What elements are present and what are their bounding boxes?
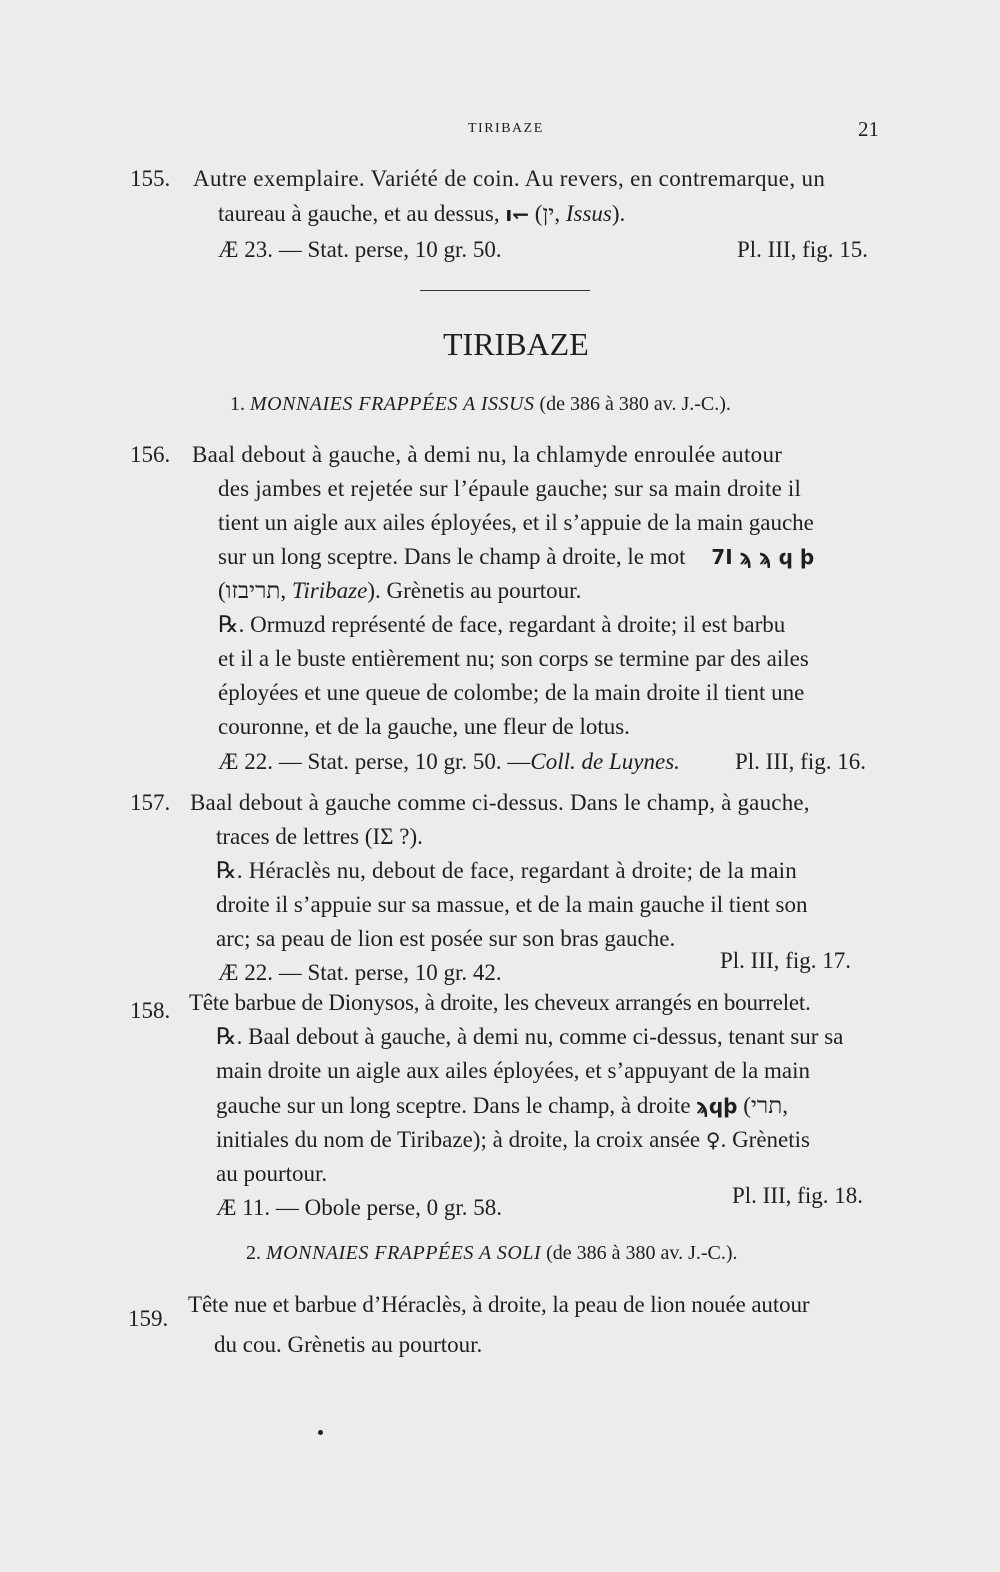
entry-line: Autre exemplaire. Variété de coin. Au revers, en contremarque, un [193, 166, 826, 191]
entry-number: 159. [128, 1306, 169, 1331]
entry-line: ℞. Baal debout à gauche, à demi nu, comme ci-dessus, tenant sur sa [216, 1024, 844, 1049]
plate-reference: Pl. III, fig. 18. [732, 1183, 863, 1208]
entry-line: sur un long sceptre. Dans le champ à droite, le mot 7I ϡ ϡ ϥ ϸ [218, 544, 815, 569]
coin-metrics: Æ 22. — Stat. perse, 10 gr. 50. —Coll. de Luynes. [218, 749, 680, 774]
section-title: TIRIBAZE [443, 326, 589, 362]
entry-line: ℞. Ormuzd représenté de face, regardant à droite; il est barbu [218, 612, 786, 637]
running-title: TIRIBAZE [468, 121, 544, 136]
entry-line: droite il s’appuie sur sa massue, et de la main gauche il tient son [216, 892, 808, 917]
entry-number: 158. [130, 998, 171, 1023]
entry-line: et il a le buste entièrement nu; son corps se termine par des ailes [218, 646, 809, 671]
entry-line: main droite un aigle aux ailes éployées, et s’appuyant de la main [216, 1058, 810, 1083]
page-number: 21 [858, 117, 879, 141]
entry-line: Tête nue et barbue d’Héraclès, à droite, la peau de lion nouée autour [188, 1292, 810, 1317]
entry-line: au pourtour. [216, 1161, 328, 1186]
entry-line: tient un aigle aux ailes éployées, et il s’appuie de la main gauche [218, 510, 814, 535]
coin-metrics: Æ 11. — Obole perse, 0 gr. 58. [216, 1195, 502, 1220]
entry-line: taureau à gauche, et au dessus, ı↽ (ין, Issus). [218, 201, 626, 226]
phoenician-legend-icon: ı↽ [505, 202, 530, 226]
entry-number: 156. [130, 442, 171, 467]
plate-reference: Pl. III, fig. 17. [720, 948, 851, 973]
section-divider [420, 290, 590, 291]
phoenician-legend-icon: 7I ϡ ϡ ϥ ϸ [711, 545, 815, 569]
entry-line: couronne, et de la gauche, une fleur de lotus. [218, 714, 630, 739]
entry-number: 157. [130, 790, 171, 815]
entry-line: Baal debout à gauche comme ci-dessus. Dans le champ, à gauche, [190, 790, 810, 815]
entry-number: 155. [130, 166, 171, 191]
entry-line: (תריבזו, Tiribaze). Grènetis au pourtour. [218, 578, 582, 603]
phoenician-legend-icon: ϡϥϸ [696, 1094, 738, 1118]
entry-line: Tête barbue de Dionysos, à droite, les cheveux arrangés en bourrelet. [189, 990, 811, 1015]
entry-line: Baal debout à gauche, à demi nu, la chlamyde enroulée autour [192, 442, 783, 467]
entry-line: éployées et une queue de colombe; de la main droite il tient une [218, 680, 805, 705]
subsection-heading-soli: 2. MONNAIES FRAPPÉES A SOLI (de 386 à 380 av. J.-C.). [246, 1242, 738, 1264]
subsection-heading-issus: 1. MONNAIES FRAPPÉES A ISSUS (de 386 à 380 av. J.-C.). [230, 393, 731, 415]
entry-line: des jambes et rejetée sur l’épaule gauche; sur sa main droite il [218, 476, 802, 501]
ankh-cross-icon: ♀ [705, 1128, 721, 1152]
entry-line: initiales du nom de Tiribaze); à droite, la croix ansée ♀. Grènetis [216, 1127, 810, 1152]
entry-line: du cou. Grènetis au pourtour. [214, 1332, 483, 1357]
ink-speck [318, 1430, 323, 1435]
plate-reference: Pl. III, fig. 16. [735, 749, 866, 774]
entry-line: gauche sur un long sceptre. Dans le champ, à droite ϡϥϸ (תרי, [216, 1093, 788, 1118]
coin-metrics: Æ 22. — Stat. perse, 10 gr. 42. [218, 960, 502, 985]
plate-reference: Pl. III, fig. 15. [737, 237, 868, 262]
coin-metrics: Æ 23. — Stat. perse, 10 gr. 50. [218, 237, 502, 262]
entry-line: traces de lettres (IΣ ?). [216, 824, 423, 849]
entry-line: ℞. Héraclès nu, debout de face, regardant à droite; de la main [216, 858, 797, 883]
entry-line: arc; sa peau de lion est posée sur son bras gauche. [216, 926, 676, 951]
